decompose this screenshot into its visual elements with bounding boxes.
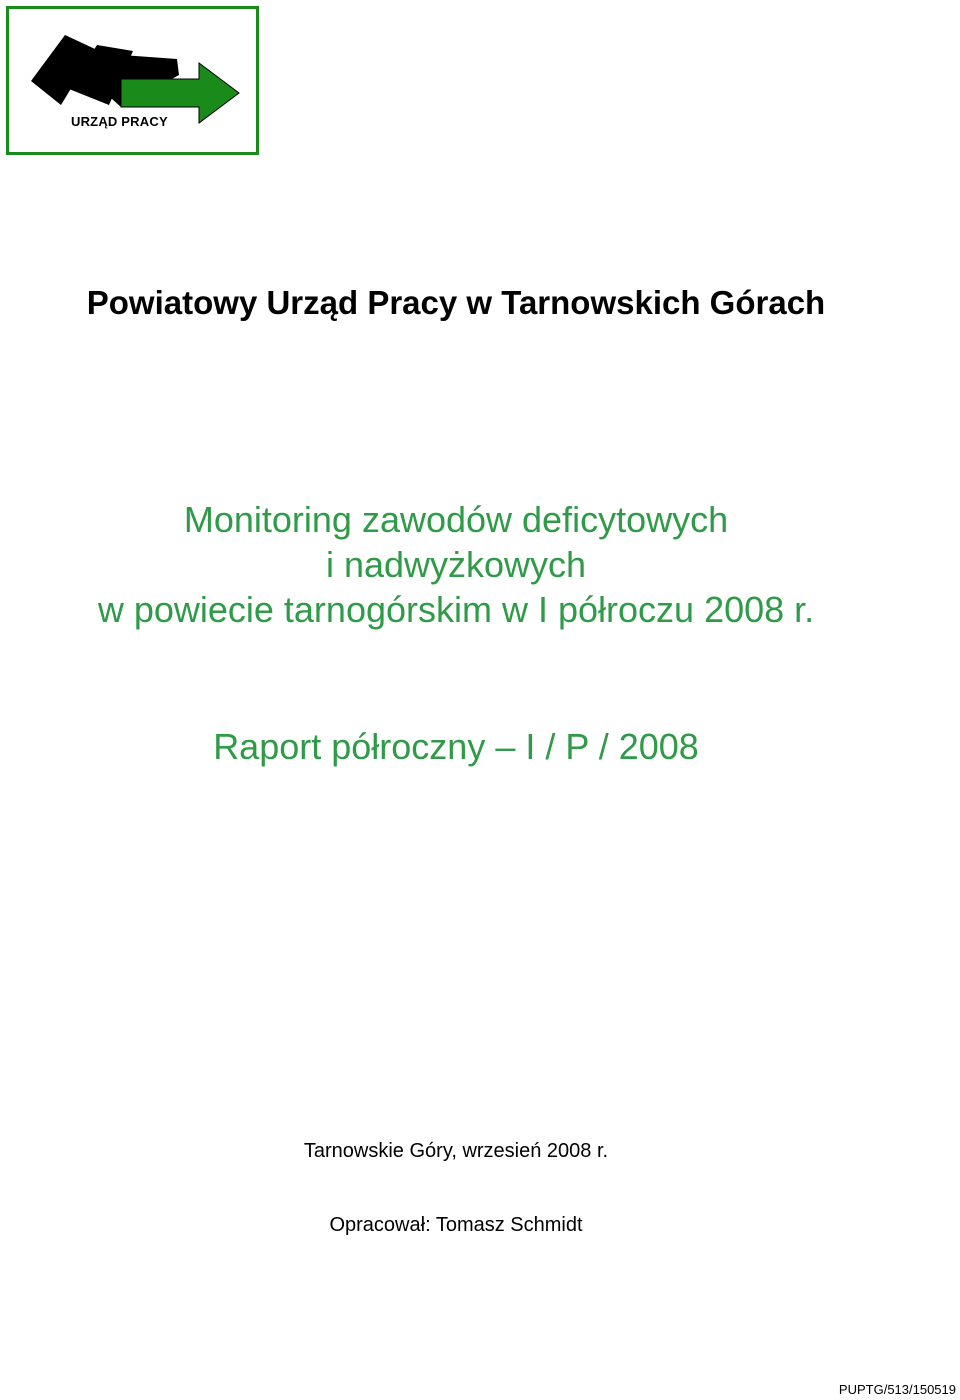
office-name: Powiatowy Urząd Pracy w Tarnowskich Górach — [86, 284, 826, 321]
place-date: Tarnowskie Góry, wrzesień 2008 r. — [303, 1140, 609, 1162]
report-code: Raport półroczny – I / P / 2008 — [213, 726, 699, 767]
document-reference: PUPTG/513/150519 — [838, 1382, 956, 1397]
author: Opracował: Tomasz Schmidt — [329, 1214, 583, 1236]
office-logo-graphic — [9, 9, 256, 152]
logo-text: URZĄD PRACY — [71, 114, 168, 129]
report-title-line-1: Monitoring zawodów deficytowych — [183, 499, 729, 540]
report-title-line-2: i nadwyżkowych — [325, 544, 587, 585]
report-title — [0, 497, 912, 632]
office-logo — [6, 6, 259, 155]
report-title-line-3: w powiecie tarnogórskim w I półroczu 2008 r. — [97, 589, 815, 630]
